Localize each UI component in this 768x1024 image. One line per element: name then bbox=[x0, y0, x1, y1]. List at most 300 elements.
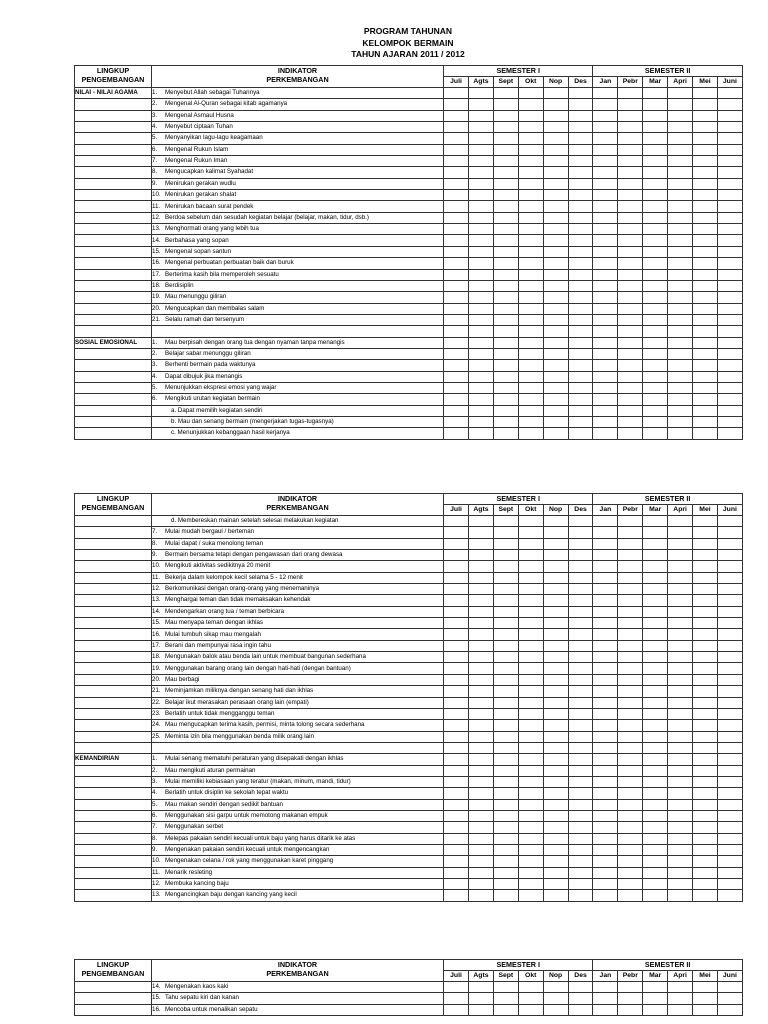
month-check-cell bbox=[518, 269, 543, 280]
month-check-cell bbox=[717, 246, 742, 257]
month-check-cell bbox=[717, 144, 742, 155]
indicator-text: Menarik resleting bbox=[165, 868, 213, 876]
month-check-cell bbox=[493, 280, 518, 291]
month-check-cell bbox=[444, 122, 469, 133]
month-check-cell bbox=[693, 416, 718, 427]
indicator-text: Dapat dibujuk jika menangis bbox=[165, 372, 243, 380]
month-check-cell bbox=[543, 550, 568, 561]
month-check-cell bbox=[593, 561, 618, 572]
month-check-cell bbox=[593, 993, 618, 1004]
indicator-cell bbox=[152, 88, 444, 99]
indicator-row bbox=[75, 235, 743, 246]
month-check-cell bbox=[618, 799, 643, 810]
indicator-text: Mengenal Asmaul Husna bbox=[165, 111, 234, 119]
month-check-cell bbox=[668, 144, 693, 155]
month-check-cell bbox=[568, 788, 593, 799]
area-cell bbox=[75, 178, 152, 189]
month-check-cell bbox=[618, 731, 643, 742]
month-check-cell bbox=[568, 190, 593, 201]
month-check-cell bbox=[493, 595, 518, 606]
month-check-cell bbox=[444, 720, 469, 731]
month-check-cell bbox=[444, 224, 469, 235]
indicator-text: Mengenal perbuatan perbuatan baik dan buruk bbox=[165, 259, 294, 267]
month-check-cell bbox=[568, 156, 593, 167]
indicator-number: 14. bbox=[152, 983, 161, 991]
area-cell bbox=[75, 982, 152, 993]
month-check-cell bbox=[693, 993, 718, 1004]
indicator-text: Berterima kasih bila memperoleh sesuatu bbox=[165, 270, 279, 278]
month-check-cell bbox=[668, 742, 693, 753]
month-check-cell bbox=[668, 88, 693, 99]
month-check-cell bbox=[469, 629, 494, 640]
month-check-cell bbox=[618, 538, 643, 549]
month-check-cell bbox=[618, 765, 643, 776]
area-cell bbox=[75, 144, 152, 155]
month-check-cell bbox=[518, 856, 543, 867]
month-check-cell bbox=[568, 833, 593, 844]
month-check-cell bbox=[543, 844, 568, 855]
month-check-cell bbox=[543, 618, 568, 629]
indicator-text: Mengenakan celana / rok yang menggunakan karet pinggang bbox=[165, 857, 334, 865]
month-check-cell bbox=[693, 788, 718, 799]
month-check-cell bbox=[717, 156, 742, 167]
month-check-cell bbox=[643, 561, 668, 572]
month-check-cell bbox=[668, 190, 693, 201]
indicator-text: Mengenal Al-Quran sebagai kitab agamanya bbox=[165, 100, 288, 108]
month-check-cell bbox=[593, 235, 618, 246]
indicator-row bbox=[75, 663, 743, 674]
month-check-cell bbox=[568, 879, 593, 890]
month-check-cell bbox=[543, 697, 568, 708]
month-check-cell bbox=[469, 258, 494, 269]
month-check-cell bbox=[618, 754, 643, 765]
month-check-cell bbox=[693, 348, 718, 359]
month-check-cell bbox=[593, 371, 618, 382]
month-header: Okt bbox=[518, 971, 543, 982]
month-check-cell bbox=[668, 292, 693, 303]
month-check-cell bbox=[593, 856, 618, 867]
month-check-cell bbox=[693, 212, 718, 223]
indicator-cell bbox=[152, 822, 444, 833]
indicator-number: 2. bbox=[152, 766, 158, 774]
month-check-cell bbox=[493, 742, 518, 753]
month-check-cell bbox=[543, 258, 568, 269]
month-check-cell bbox=[469, 867, 494, 878]
header-indicator-line: PERKEMBANGAN bbox=[266, 969, 329, 978]
indicator-text: Menyebut ciptaan Tuhan bbox=[165, 123, 233, 131]
month-check-cell bbox=[444, 595, 469, 606]
month-check-cell bbox=[543, 731, 568, 742]
month-check-cell bbox=[444, 856, 469, 867]
indicator-row bbox=[75, 99, 743, 110]
header-semester-1: SEMESTER I bbox=[444, 494, 593, 505]
month-check-cell bbox=[717, 1004, 742, 1015]
month-check-cell bbox=[444, 742, 469, 753]
area-cell bbox=[75, 382, 152, 393]
indicator-number: 12. bbox=[152, 213, 161, 221]
indicator-row bbox=[75, 201, 743, 212]
area-cell bbox=[75, 167, 152, 178]
month-check-cell bbox=[618, 527, 643, 538]
month-check-cell bbox=[568, 527, 593, 538]
area-cell bbox=[75, 879, 152, 890]
month-check-cell bbox=[518, 1004, 543, 1015]
month-header: Mar bbox=[643, 77, 668, 88]
month-check-cell bbox=[469, 110, 494, 121]
indicator-number: 9. bbox=[152, 551, 158, 559]
month-check-cell bbox=[444, 382, 469, 393]
month-check-cell bbox=[643, 982, 668, 993]
month-check-cell bbox=[717, 765, 742, 776]
month-check-cell bbox=[469, 788, 494, 799]
month-check-cell bbox=[668, 663, 693, 674]
month-check-cell bbox=[668, 167, 693, 178]
month-check-cell bbox=[444, 394, 469, 405]
indicator-row bbox=[75, 844, 743, 855]
month-check-cell bbox=[518, 538, 543, 549]
month-check-cell bbox=[493, 833, 518, 844]
indicator-cell bbox=[152, 867, 444, 878]
month-check-cell bbox=[444, 538, 469, 549]
month-check-cell bbox=[568, 561, 593, 572]
month-header: Mei bbox=[693, 971, 718, 982]
month-check-cell bbox=[668, 788, 693, 799]
month-check-cell bbox=[444, 890, 469, 901]
month-check-cell bbox=[717, 754, 742, 765]
month-check-cell bbox=[618, 595, 643, 606]
month-check-cell bbox=[693, 178, 718, 189]
indicator-row bbox=[75, 516, 743, 527]
indicator-row bbox=[75, 833, 743, 844]
month-check-cell bbox=[518, 890, 543, 901]
month-check-cell bbox=[668, 178, 693, 189]
indicator-cell bbox=[152, 314, 444, 325]
area-cell bbox=[75, 844, 152, 855]
month-check-cell bbox=[493, 190, 518, 201]
month-check-cell bbox=[444, 606, 469, 617]
month-check-cell bbox=[543, 982, 568, 993]
indicator-row bbox=[75, 405, 743, 416]
month-check-cell bbox=[543, 776, 568, 787]
month-check-cell bbox=[493, 167, 518, 178]
month-check-cell bbox=[717, 867, 742, 878]
indicator-number: 14. bbox=[152, 607, 161, 615]
month-check-cell bbox=[717, 822, 742, 833]
indicator-number: 8. bbox=[152, 834, 158, 842]
indicator-number: 15. bbox=[152, 247, 161, 255]
month-check-cell bbox=[543, 856, 568, 867]
indicator-number: 14. bbox=[152, 236, 161, 244]
indicator-cell bbox=[152, 652, 444, 663]
month-check-cell bbox=[593, 382, 618, 393]
month-check-cell bbox=[693, 686, 718, 697]
month-check-cell bbox=[493, 416, 518, 427]
indicator-text: Menghormati orang yang lebih tua bbox=[165, 225, 259, 233]
month-check-cell bbox=[543, 88, 568, 99]
indicator-number: 5. bbox=[152, 134, 158, 142]
month-check-cell bbox=[668, 280, 693, 291]
month-check-cell bbox=[618, 561, 643, 572]
month-check-cell bbox=[543, 337, 568, 348]
month-check-cell bbox=[469, 360, 494, 371]
indicator-text: Menyanyikan lagu-lagu keagamaan bbox=[165, 134, 263, 142]
month-check-cell bbox=[518, 246, 543, 257]
indicator-text: Tahu sepatu kiri dan kanan bbox=[165, 994, 239, 1002]
indicator-number: 3. bbox=[152, 777, 158, 785]
indicator-text: Berhenti bermain pada waktunya bbox=[165, 361, 256, 369]
month-check-cell bbox=[717, 561, 742, 572]
month-check-cell bbox=[469, 337, 494, 348]
month-check-cell bbox=[668, 360, 693, 371]
indicator-row bbox=[75, 88, 743, 99]
month-check-cell bbox=[568, 572, 593, 583]
area-cell bbox=[75, 776, 152, 787]
month-check-cell bbox=[493, 640, 518, 651]
indicator-cell bbox=[152, 561, 444, 572]
month-check-cell bbox=[717, 697, 742, 708]
month-check-cell bbox=[717, 371, 742, 382]
month-check-cell bbox=[643, 618, 668, 629]
month-check-cell bbox=[643, 405, 668, 416]
month-check-cell bbox=[568, 394, 593, 405]
month-check-cell bbox=[618, 618, 643, 629]
month-header: Mar bbox=[643, 505, 668, 516]
indicator-cell bbox=[152, 731, 444, 742]
month-check-cell bbox=[693, 224, 718, 235]
month-check-cell bbox=[668, 326, 693, 337]
month-check-cell bbox=[643, 167, 668, 178]
area-cell bbox=[75, 348, 152, 359]
month-check-cell bbox=[518, 686, 543, 697]
month-check-cell bbox=[618, 856, 643, 867]
month-check-cell bbox=[668, 348, 693, 359]
indicator-text: Mulai tumbuh sikap mau mengalah bbox=[165, 630, 261, 638]
indicator-text: Mau berbagi bbox=[165, 675, 200, 683]
month-check-cell bbox=[469, 765, 494, 776]
area-cell bbox=[75, 314, 152, 325]
month-check-cell bbox=[543, 212, 568, 223]
month-header: Mei bbox=[693, 77, 718, 88]
month-check-cell bbox=[668, 652, 693, 663]
spacer-row bbox=[75, 742, 743, 753]
month-check-cell bbox=[593, 890, 618, 901]
month-check-cell bbox=[493, 584, 518, 595]
month-check-cell bbox=[469, 731, 494, 742]
indicator-number: 5. bbox=[152, 384, 158, 391]
month-check-cell bbox=[568, 890, 593, 901]
indicator-cell bbox=[152, 428, 444, 439]
month-check-cell bbox=[568, 224, 593, 235]
indicator-number: 16. bbox=[152, 630, 161, 638]
month-check-cell bbox=[518, 697, 543, 708]
month-check-cell bbox=[668, 844, 693, 855]
month-check-cell bbox=[518, 360, 543, 371]
month-header: Juli bbox=[444, 77, 469, 88]
month-check-cell bbox=[717, 720, 742, 731]
month-check-cell bbox=[618, 982, 643, 993]
area-cell bbox=[75, 731, 152, 742]
month-check-cell bbox=[717, 178, 742, 189]
month-check-cell bbox=[618, 629, 643, 640]
header-indicator-line: INDIKATOR bbox=[277, 66, 318, 75]
month-check-cell bbox=[543, 382, 568, 393]
header-area-line: LINGKUP bbox=[96, 66, 130, 75]
month-check-cell bbox=[543, 890, 568, 901]
month-check-cell bbox=[668, 110, 693, 121]
month-check-cell bbox=[493, 516, 518, 527]
month-check-cell bbox=[693, 754, 718, 765]
month-check-cell bbox=[518, 731, 543, 742]
month-check-cell bbox=[469, 663, 494, 674]
month-check-cell bbox=[493, 754, 518, 765]
month-check-cell bbox=[469, 122, 494, 133]
month-check-cell bbox=[493, 246, 518, 257]
area-cell: NILAI - NILAI AGAMA bbox=[75, 88, 152, 99]
month-check-cell bbox=[493, 561, 518, 572]
area-cell bbox=[75, 561, 152, 572]
month-check-cell bbox=[493, 303, 518, 314]
indicator-cell bbox=[152, 663, 444, 674]
indicator-number: 13. bbox=[152, 891, 161, 899]
month-check-cell bbox=[543, 993, 568, 1004]
month-check-cell bbox=[593, 258, 618, 269]
indicator-text: Bekerja dalam kelompok kecil selama 5 - 12 menit bbox=[165, 573, 303, 581]
indicator-number: 16. bbox=[152, 1005, 161, 1013]
month-check-cell bbox=[543, 110, 568, 121]
month-check-cell bbox=[493, 371, 518, 382]
area-cell bbox=[75, 584, 152, 595]
area-cell bbox=[75, 303, 152, 314]
indicator-number: 2. bbox=[152, 349, 158, 357]
month-header: Nop bbox=[543, 971, 568, 982]
month-check-cell bbox=[568, 371, 593, 382]
indicator-number: 18. bbox=[152, 281, 161, 289]
month-check-cell bbox=[568, 810, 593, 821]
month-header: Nop bbox=[543, 505, 568, 516]
month-check-cell bbox=[593, 674, 618, 685]
month-check-cell bbox=[568, 765, 593, 776]
month-check-cell bbox=[543, 742, 568, 753]
month-check-cell bbox=[543, 99, 568, 110]
indicator-text: Berdisiplin bbox=[165, 281, 194, 289]
month-check-cell bbox=[518, 822, 543, 833]
month-check-cell bbox=[518, 156, 543, 167]
month-check-cell bbox=[717, 844, 742, 855]
month-check-cell bbox=[493, 360, 518, 371]
month-check-cell bbox=[643, 822, 668, 833]
month-check-cell bbox=[593, 686, 618, 697]
indicator-text: Mengikuti aktivitas sedikitnya 20 menit bbox=[165, 562, 271, 570]
month-check-cell bbox=[543, 416, 568, 427]
month-check-cell bbox=[693, 88, 718, 99]
indicator-text: Mengenal Rukun Iman bbox=[165, 157, 228, 165]
month-check-cell bbox=[668, 595, 693, 606]
month-check-cell bbox=[643, 652, 668, 663]
month-check-cell bbox=[568, 606, 593, 617]
month-check-cell bbox=[469, 776, 494, 787]
area-cell bbox=[75, 708, 152, 719]
month-check-cell bbox=[593, 720, 618, 731]
area-cell bbox=[75, 416, 152, 427]
indicator-cell bbox=[152, 993, 444, 1004]
indicator-row bbox=[75, 303, 743, 314]
indicator-row bbox=[75, 337, 743, 348]
area-cell bbox=[75, 360, 152, 371]
month-check-cell bbox=[668, 416, 693, 427]
area-cell bbox=[75, 258, 152, 269]
month-check-cell bbox=[543, 640, 568, 651]
header-indicator-line: PERKEMBANGAN bbox=[266, 503, 329, 512]
indicator-number: 6. bbox=[152, 395, 158, 403]
month-check-cell bbox=[668, 258, 693, 269]
header-indikator-perkembangan bbox=[152, 66, 444, 88]
month-check-cell bbox=[618, 110, 643, 121]
month-check-cell bbox=[668, 686, 693, 697]
month-check-cell bbox=[618, 235, 643, 246]
month-check-cell bbox=[593, 201, 618, 212]
indicator-row bbox=[75, 246, 743, 257]
month-check-cell bbox=[469, 156, 494, 167]
title-line-program: PROGRAM TAHUNAN bbox=[363, 26, 453, 36]
indicator-number: 5. bbox=[152, 800, 158, 808]
month-check-cell bbox=[444, 405, 469, 416]
month-check-cell bbox=[568, 663, 593, 674]
month-check-cell bbox=[693, 844, 718, 855]
indicator-row bbox=[75, 993, 743, 1004]
month-check-cell bbox=[518, 618, 543, 629]
month-check-cell bbox=[717, 799, 742, 810]
month-header: Pebr bbox=[618, 77, 643, 88]
month-check-cell bbox=[668, 382, 693, 393]
month-check-cell bbox=[668, 833, 693, 844]
indicator-number: 18. bbox=[152, 653, 161, 661]
month-check-cell bbox=[717, 527, 742, 538]
month-check-cell bbox=[643, 326, 668, 337]
month-check-cell bbox=[643, 731, 668, 742]
month-check-cell bbox=[693, 167, 718, 178]
indicator-cell bbox=[152, 538, 444, 549]
month-check-cell bbox=[493, 337, 518, 348]
indicator-row bbox=[75, 731, 743, 742]
month-check-cell bbox=[593, 595, 618, 606]
month-check-cell bbox=[643, 280, 668, 291]
area-cell bbox=[75, 674, 152, 685]
indicator-text: a. Dapat memilih kegiatan sendiri bbox=[171, 406, 263, 414]
month-check-cell bbox=[518, 708, 543, 719]
month-check-cell bbox=[593, 867, 618, 878]
month-check-cell bbox=[717, 416, 742, 427]
indicator-number: 2. bbox=[152, 100, 158, 108]
month-check-cell bbox=[593, 110, 618, 121]
indicator-number: 10. bbox=[152, 562, 161, 570]
month-check-cell bbox=[518, 280, 543, 291]
month-check-cell bbox=[668, 1004, 693, 1015]
indicator-number: 9. bbox=[152, 846, 158, 854]
month-header: Agts bbox=[469, 77, 494, 88]
month-check-cell bbox=[717, 879, 742, 890]
month-check-cell bbox=[469, 269, 494, 280]
month-check-cell bbox=[568, 674, 593, 685]
month-check-cell bbox=[543, 584, 568, 595]
indicator-row bbox=[75, 674, 743, 685]
indicator-cell bbox=[152, 754, 444, 765]
month-check-cell bbox=[493, 394, 518, 405]
month-check-cell bbox=[593, 224, 618, 235]
indicator-row bbox=[75, 708, 743, 719]
month-check-cell bbox=[518, 833, 543, 844]
area-cell bbox=[75, 133, 152, 144]
month-check-cell bbox=[693, 765, 718, 776]
